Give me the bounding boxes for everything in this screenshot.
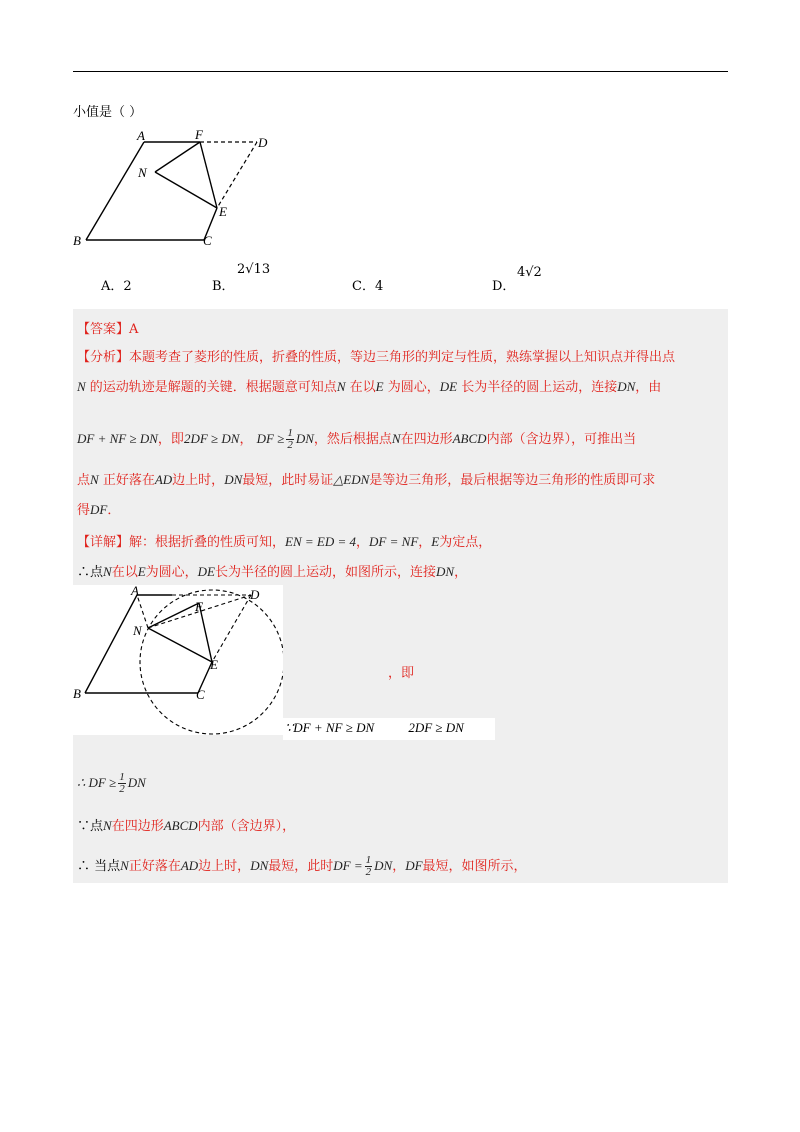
label-b: B — [73, 686, 81, 701]
analysis-text: 在以 — [345, 380, 376, 395]
math-dn: DN — [436, 564, 455, 579]
answer-tag: 【答案】 — [77, 322, 130, 337]
detail-line-4 — [77, 772, 146, 795]
analysis-text: 为圆心， — [383, 380, 440, 395]
option-a-value: 2 — [123, 279, 132, 294]
math-n: N — [90, 472, 99, 487]
math-n: N — [391, 431, 401, 446]
header-rule — [73, 71, 728, 72]
analysis-text: 正好落在 — [98, 473, 155, 488]
math-ad: AD — [180, 858, 199, 873]
detail-after-figure: ，即 — [388, 666, 415, 681]
math-e: E — [375, 379, 384, 394]
label-e: E — [219, 204, 227, 219]
label-a: A — [137, 128, 145, 143]
math-triangle-edn: △EDN — [333, 472, 370, 487]
detail-text: ， — [418, 535, 432, 550]
math-n: N — [103, 818, 112, 833]
detail-text: ∵点 — [77, 819, 104, 834]
math-dn: DN — [374, 858, 393, 873]
edge-nf — [148, 603, 199, 628]
detail-figure — [73, 585, 283, 735]
math-because: ∵DF + NF ≥ DN — [285, 720, 375, 735]
math-inequality: 2DF ≥ DN — [183, 431, 240, 446]
math-de: DE — [197, 564, 216, 579]
math-dn: DN — [295, 431, 314, 446]
math-df-eq: DF = — [333, 858, 363, 873]
label-e: E — [210, 657, 218, 672]
label-n: N — [138, 165, 147, 180]
math-dn: DN — [127, 775, 146, 790]
detail-text: ， — [392, 859, 406, 874]
detail-text: 为圆心， — [145, 565, 198, 580]
option-c-letter: C． — [352, 279, 375, 294]
detail-line-5 — [77, 815, 295, 834]
analysis-text: ，然后根据点 — [313, 432, 392, 447]
fraction-denominator: 2 — [287, 439, 293, 451]
analysis-line-5 — [77, 499, 120, 518]
analysis-text: ． — [107, 503, 121, 518]
detail-text: 边上时， — [198, 859, 251, 874]
question-stem: 小值是（ ） — [73, 105, 143, 120]
edge-de-dashed — [217, 142, 257, 208]
option-d-value: 4√2 — [517, 265, 542, 280]
analysis-text: 最短，此时易证 — [242, 473, 334, 488]
detail-text: 在四边形 — [111, 819, 164, 834]
analysis-line-4 — [77, 469, 655, 488]
answer-line — [77, 318, 138, 337]
option-b-value: 2√13 — [237, 262, 271, 277]
detail-because-line — [285, 720, 464, 736]
math-dn: DN — [250, 858, 269, 873]
analysis-text: ，即 — [157, 432, 184, 447]
math-dn: DN — [224, 472, 243, 487]
analysis-text: 点 — [77, 473, 91, 488]
math-n: N — [77, 379, 86, 394]
detail-line-6 — [77, 855, 527, 878]
detail-line-1 — [77, 531, 491, 550]
fraction-denominator: 2 — [365, 866, 372, 878]
label-a: A — [131, 585, 139, 598]
analysis-text: ， — [239, 432, 253, 447]
math-e: E — [431, 534, 440, 549]
analysis-text: 边上时， — [172, 473, 225, 488]
label-d: D — [250, 587, 260, 602]
math-en-ed: EN = ED = 4 — [285, 534, 357, 549]
math-n: N — [120, 858, 129, 873]
analysis-line-2 — [77, 376, 661, 395]
detail-text: 长为半径的圆上运动，如图所示，连接 — [215, 565, 437, 580]
edge-fe — [200, 142, 217, 208]
option-b-letter: B． — [212, 279, 235, 294]
detail-text: 内部（含边界）， — [197, 819, 296, 834]
analysis-tag: 【分析】 — [77, 350, 130, 365]
edge-fn — [155, 142, 200, 172]
math-df-ge: DF ≥ — [256, 431, 285, 446]
math-df: DF — [90, 502, 108, 517]
edge-ne — [155, 172, 217, 208]
detail-text: 在以 — [111, 565, 138, 580]
math-df-nf: DF = NF — [369, 534, 419, 549]
question-figure — [70, 128, 280, 253]
answer-value: A — [129, 322, 139, 337]
option-c — [352, 275, 383, 294]
analysis-text: 在四边形 — [400, 432, 453, 447]
analysis-text: 内部（含边界），可推出当 — [486, 432, 637, 447]
option-c-value: 4 — [374, 279, 384, 294]
fraction-half — [118, 772, 126, 795]
analysis-text: ，由 — [635, 380, 662, 395]
fraction-numerator: 1 — [119, 771, 125, 783]
label-c: C — [203, 233, 212, 248]
math-n: N — [336, 379, 346, 394]
math-ad: AD — [154, 472, 173, 487]
label-c: C — [196, 687, 205, 702]
label-n: N — [133, 623, 142, 638]
fraction-numerator: 1 — [287, 427, 293, 439]
detail-text: ， — [454, 565, 468, 580]
analysis-text: 是等边三角形，最后根据等边三角形的性质即可求 — [369, 473, 656, 488]
analysis-text-1: 本题考查了菱形的性质，折叠的性质，等边三角形的判定与性质，熟练掌握以上知识点并得出点 — [129, 350, 676, 365]
fraction-half — [365, 855, 373, 878]
math-2df: 2DF ≥ DN — [408, 720, 464, 735]
math-n: N — [103, 564, 112, 579]
edge-ne — [148, 628, 212, 662]
label-f: F — [195, 599, 203, 614]
detail-text: ∴ 当点 — [77, 859, 121, 874]
fraction-half — [286, 428, 294, 451]
math-e: E — [137, 564, 146, 579]
label-b: B — [73, 233, 81, 248]
math-abcd: ABCD — [163, 818, 198, 833]
option-a-letter: A． — [101, 279, 124, 294]
analysis-line-1 — [77, 346, 675, 365]
fraction-numerator: 1 — [365, 854, 372, 866]
detail-text: 最短，如图所示， — [422, 859, 527, 874]
analysis-text: 得 — [77, 503, 91, 518]
detail-text: 最短，此时 — [268, 859, 334, 874]
math-df: DF — [405, 858, 423, 873]
detail-text: ∴点 — [77, 565, 104, 580]
detail-line-2 — [77, 561, 467, 580]
detail-text: 解：根据折叠的性质可知， — [129, 535, 286, 550]
option-a — [101, 275, 132, 294]
math-de: DE — [439, 379, 458, 394]
detail-text: ， — [356, 535, 370, 550]
label-d: D — [258, 135, 268, 150]
edge-ab — [85, 595, 137, 693]
math-therefore-df: ∴ DF ≥ — [77, 775, 117, 790]
detail-tag: 【详解】 — [77, 535, 130, 550]
math-inequality: DF + NF ≥ DN — [77, 431, 158, 446]
analysis-text: 长为半径的圆上运动，连接 — [457, 380, 618, 395]
detail-text: 正好落在 — [128, 859, 181, 874]
math-dn: DN — [617, 379, 636, 394]
analysis-line-3 — [77, 428, 636, 451]
fraction-denominator: 2 — [119, 783, 125, 795]
analysis-text: 的运动轨迹是解题的关键．根据题意可知点 — [85, 380, 337, 395]
detail-figure-box — [73, 585, 283, 735]
detail-text: 为定点， — [439, 535, 492, 550]
label-f: F — [195, 128, 203, 142]
option-d-letter: D． — [492, 279, 516, 294]
math-abcd: ABCD — [452, 431, 487, 446]
edge-ab — [86, 142, 144, 240]
